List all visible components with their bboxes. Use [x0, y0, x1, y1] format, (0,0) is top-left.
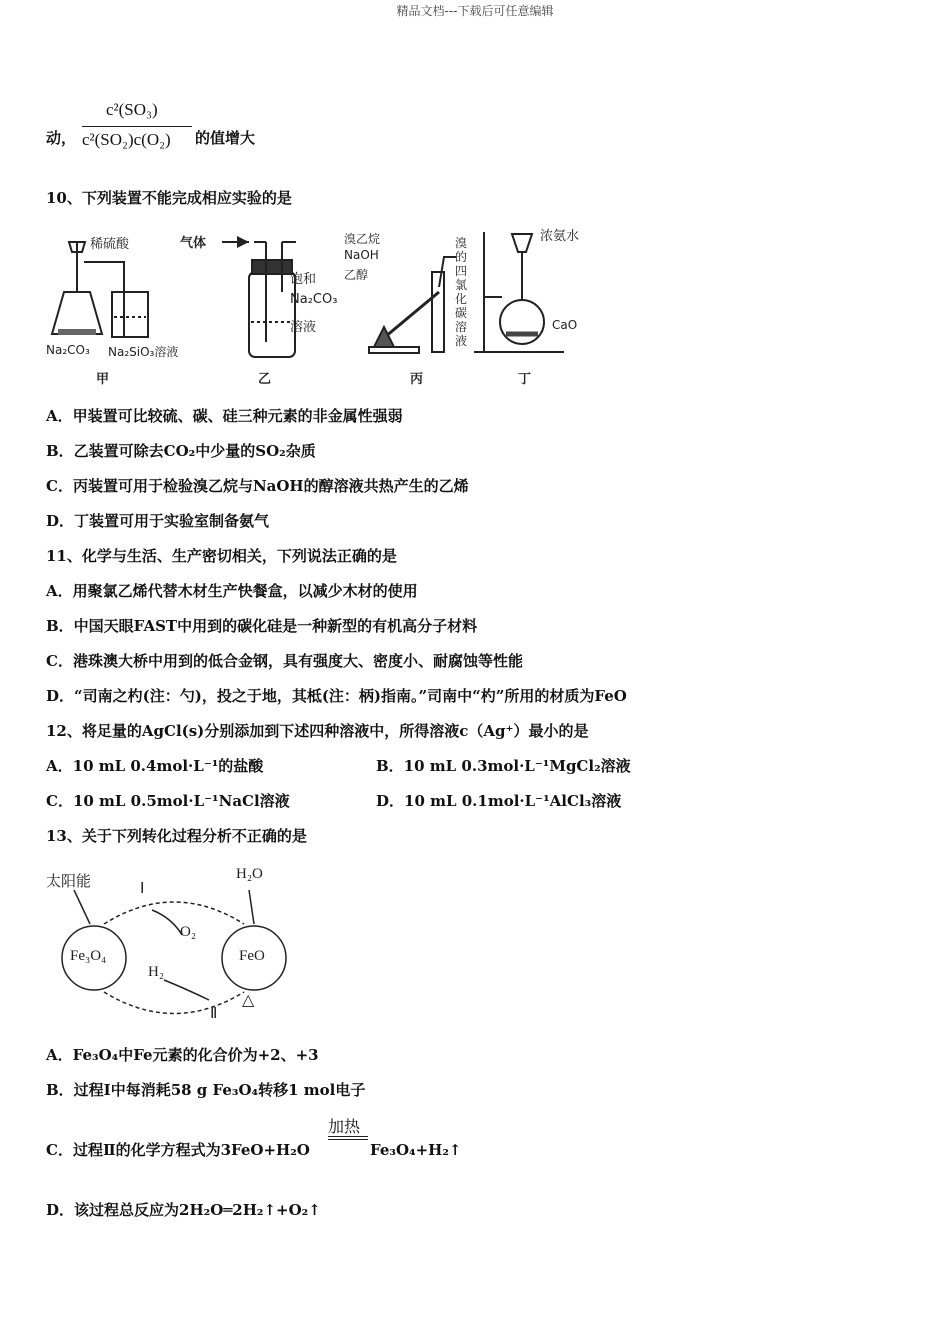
q13-option-a: A．Fe₃O₄中Fe元素的化合价为+2、+3	[46, 1046, 319, 1064]
gas-washing-bottle	[249, 272, 295, 357]
q13-option-c-product: Fe₃O₄+H₂↑	[370, 1141, 462, 1159]
jia-name: 甲	[96, 372, 110, 387]
conical-flask	[52, 292, 102, 334]
q11-stem: 11、化学与生活、生产密切相关，下列说法正确的是	[46, 547, 397, 565]
step-one-label: Ⅰ	[140, 881, 145, 897]
step-two-label: Ⅱ	[210, 1006, 218, 1022]
bing-label-vertical: 溴的四氯化碳溶液	[455, 236, 468, 348]
heat-symbol: △	[242, 990, 255, 1009]
q11-option-c: C．港珠澳大桥中用到的低合金钢，具有强度大、密度小、耐腐蚀等性能	[46, 652, 523, 670]
yi-name: 乙	[258, 372, 272, 387]
yi-label-sol1: 饱和	[290, 272, 317, 287]
q13-option-d: D．该过程总反应为2H₂O═2H₂↑+O₂↑	[46, 1201, 321, 1219]
q10-option-a: A．甲装置可比较硫、碳、硅三种元素的非金属性强弱	[46, 407, 403, 425]
bing-label-2: NaOH	[344, 248, 379, 262]
fe3o4-label: Fe₃O₄	[70, 948, 107, 964]
yi-label-gas: 气体	[180, 236, 207, 251]
fraction-numerator: c²(SO₃)	[106, 100, 158, 119]
fraction-bar	[82, 126, 192, 127]
jia-label-na2co3: Na₂CO₃	[46, 343, 90, 357]
equation-double-line-bottom	[328, 1139, 368, 1140]
oxygen-label: O₂	[180, 924, 197, 940]
jia-label-na2sio3: Na₂SiO₃溶液	[108, 345, 179, 359]
bing-label-3: 乙醇	[344, 268, 369, 282]
bing-label-1: 溴乙烷	[344, 232, 381, 246]
equation-double-line-top	[328, 1136, 368, 1137]
hydrogen-label: H₂	[148, 964, 165, 980]
q12-option-c: C．10 mL 0.5mol·L⁻¹NaCl溶液	[46, 792, 290, 810]
water-label: H₂O	[236, 866, 263, 882]
q11-option-a: A．用聚氯乙烯代替木材生产快餐盒，以减少木材的使用	[46, 582, 418, 600]
frac-suffix: 的值增大	[195, 129, 256, 147]
round-flask	[500, 300, 544, 344]
q13-stem: 13、关于下列转化过程分析不正确的是	[46, 827, 307, 845]
frac-prefix: 动，	[46, 129, 77, 147]
fraction-denominator: c²(SO₂)c(O₂)	[82, 130, 171, 149]
yi-label-sol2: Na₂CO₃	[290, 292, 338, 307]
q10-option-c: C．丙装置可用于检验溴乙烷与NaOH的醇溶液共热产生的乙烯	[46, 477, 469, 495]
q12-stem: 12、将足量的AgCl(s)分别添加到下述四种溶液中，所得溶液c（Ag⁺）最小的是	[46, 722, 589, 740]
q10-option-d: D．丁装置可用于实验室制备氨气	[46, 512, 270, 530]
yi-label-sol3: 溶液	[290, 320, 317, 335]
ding-label-ammonia: 浓氨水	[540, 229, 580, 244]
q11-option-d: D．“司南之杓(注：勺)，投之于地，其柢(注：柄)指南。”司南中“杓”所用的材质为FeO	[46, 687, 627, 705]
reaction-condition: 加热	[328, 1117, 361, 1136]
sun-energy-label: 太阳能	[46, 874, 92, 890]
q12-option-a: A．10 mL 0.4mol·L⁻¹的盐酸	[46, 757, 264, 775]
jia-label-acid: 稀硫酸	[90, 237, 130, 252]
bing-name: 丙	[410, 372, 424, 387]
concentration-fraction	[82, 100, 202, 160]
q11-option-b: B．中国天眼FAST中用到的碳化硅是一种新型的有机高分子材料	[46, 617, 478, 635]
q13-option-b: B．过程Ⅰ中每消耗58 g Fe₃O₄转移1 mol电子	[46, 1081, 366, 1099]
q10-stem: 10、下列装置不能完成相应实验的是	[46, 189, 292, 207]
ding-label-cao: CaO	[552, 318, 578, 332]
q13-option-c: C．过程Ⅱ的化学方程式为3FeO+H₂O	[46, 1141, 310, 1159]
q12-option-b: B．10 mL 0.3mol·L⁻¹MgCl₂溶液	[376, 757, 631, 775]
q12-option-d: D．10 mL 0.1mol·L⁻¹AlCl₃溶液	[376, 792, 622, 810]
page-header: 精品文档---下载后可任意编辑	[396, 4, 554, 18]
feo-label: FeO	[239, 948, 265, 964]
ding-name: 丁	[518, 372, 532, 387]
q10-option-b: B．乙装置可除去CO₂中少量的SO₂杂质	[46, 442, 316, 460]
